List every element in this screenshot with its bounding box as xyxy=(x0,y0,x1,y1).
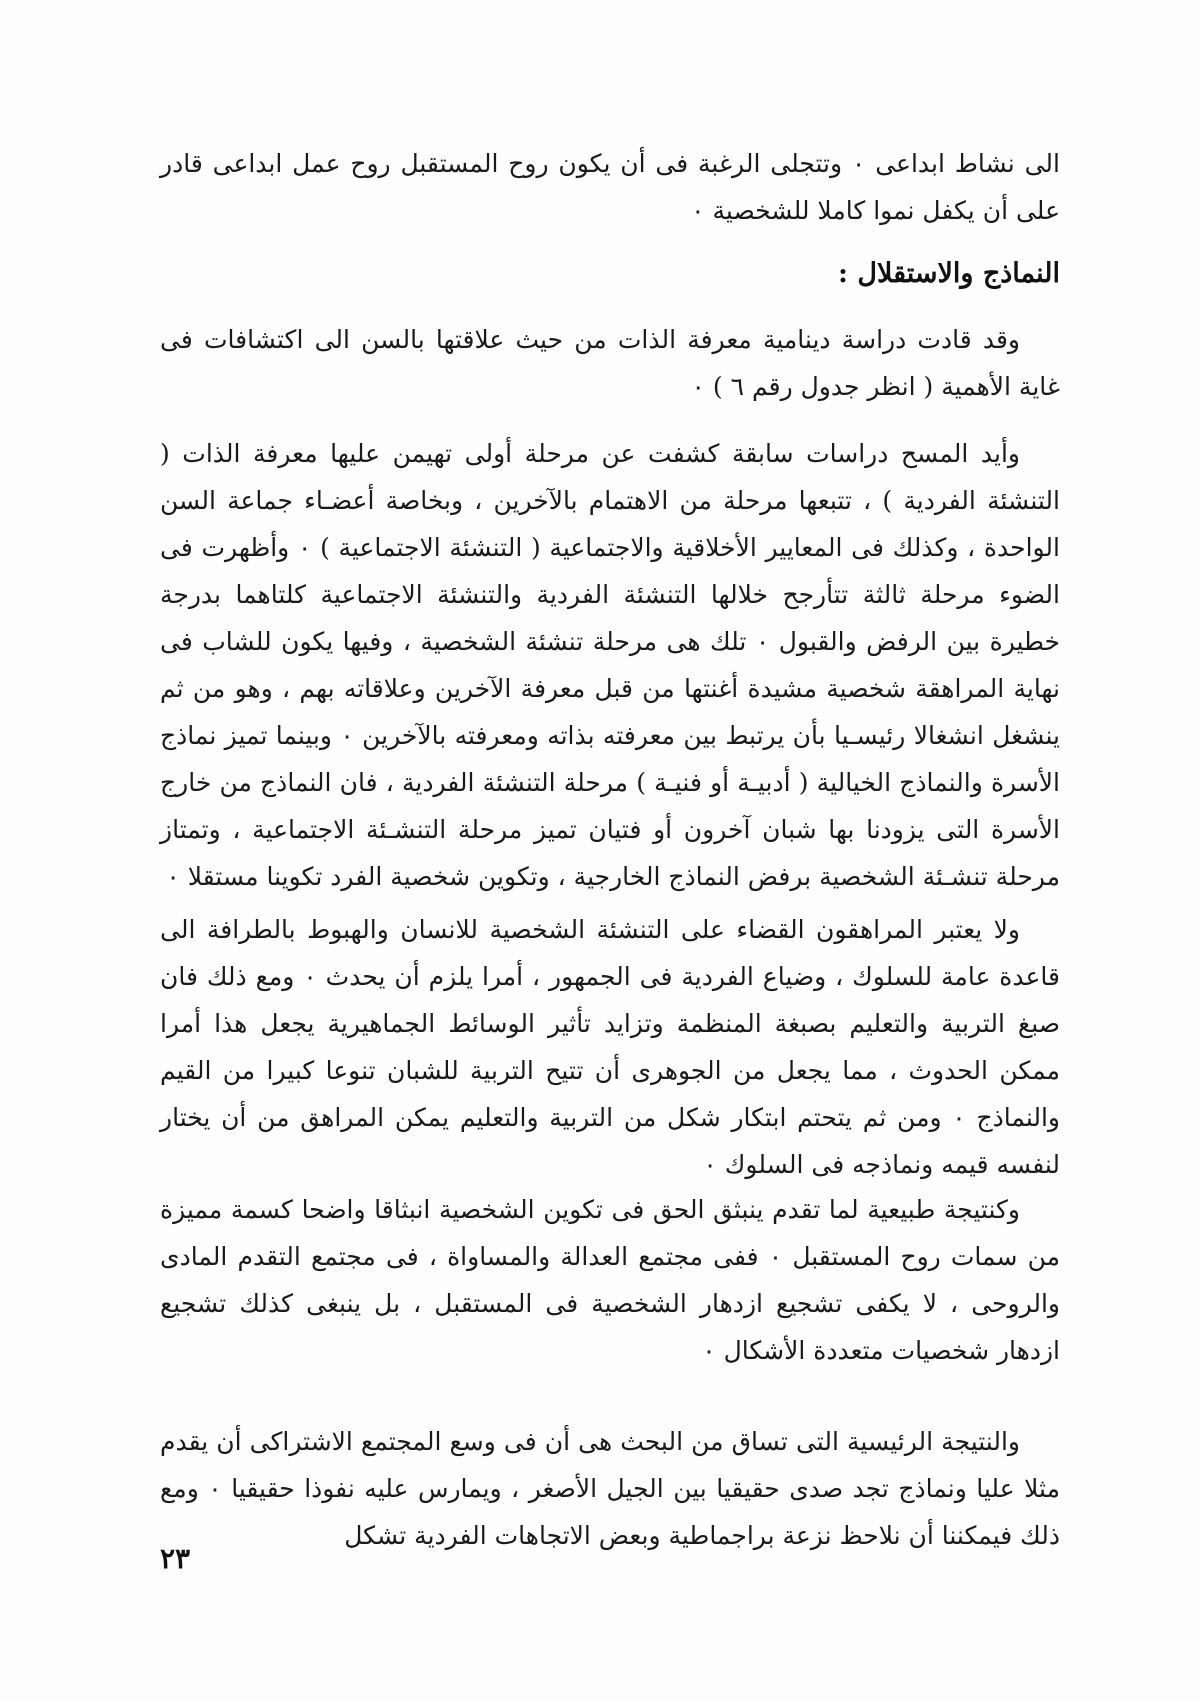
page-number: ٢٣ xyxy=(160,1542,191,1575)
paragraph-1: وقد قادت دراسة دينامية معرفة الذات من حيث علاقتها بالسن الى اكتشافات فى غاية الأهمية ( انظر جدول رقم ٦ ) ٠ xyxy=(160,325,1060,401)
paragraph-4: وكنتيجة طبيعية لما تقدم ينبثق الحق فى تكوين الشخصية انبثاقا واضحا كسمة مميزة من سمات روح المستقبل ٠ ففى مجتمع العدالة والمساواة ، فى مجتمع التقدم المادى والروحى ، لا يكفى تشجيع ازدهار الشخصية فى المستقبل ، بل ينبغى كذلك تشجيع ازدهار شخصيات متعددة الأشكال ٠ xyxy=(160,1195,1060,1365)
section-heading: النماذج والاستقلال : xyxy=(837,258,1060,289)
paragraph-5: والنتيجة الرئيسية التى تساق من البحث هى أن فى وسع المجتمع الاشتراكى أن يقدم مثلا عليا ونماذج تجد صدى حقيقيا بين الجيل الأصغر ، ويمارس عليه نفوذا حقيقيا ٠ ومع ذلك فيمكننا أن نلاحظ نزعة براجماطية وبعض الاتجاهات الفردية تشكل xyxy=(160,1427,1060,1550)
paragraph-3: ولا يعتبر المراهقون القضاء على التنشئة الشخصية للانسان والهبوط بالطرافة الى قاعدة عامة للسلوك ، وضياع الفردية فى الجمهور ، أمرا يلزم أن يحدث ٠ ومع ذلك فان صبغ التربية والتعليم بصبغة المنظمة وتزايد تأثير الوسائط الجماهيرية يجعل هذا أمرا ممكن الحدوث ، مما يجعل من الجوهرى أن تتيح التربية للشبان تنوعا كبيرا من القيم والنماذج ٠ ومن ثم يتحتم ابتكار شكل من التربية والتعليم يمكن المراهق من أن يختار لنفسه قيمه ونماذجه فى السلوك ٠ xyxy=(160,915,1061,1179)
paragraph-2: وأيد المسح دراسات سابقة كشفت عن مرحلة أولى تهيمن عليها معرفة الذات ( التنشئة الفردية ) ، تتبعها مرحلة من الاهتمام بالآخرين ، وبخاصة أعضـاء جماعة السن الواحدة ، وكذلك فى المعايير الأخلاقية والاجتماعية ( التنشئة الاجتماعية ) ٠ وأظهرت فى الضوء مرحلة ثالثة تتأرجح خلالها التنشئة الفردية والتنشئة الاجتماعية كلتاهما بدرجة خطيرة بين الرفض والقبول ٠ تلك هى مرحلة تنشئة الشخصية ، وفيها يكون للشاب فى نهاية المراهقة شخصية مشيدة أغنتها من قبل معرفة الآخرين وعلاقاته بهم ، وهو من ثم ينشغل انشغالا رئيسـيا بأن يرتبط بين معرفته بذاته ومعرفته بالآخرين ٠ وبينما تميز نماذج الأسرة والنماذج الخيالية ( أدبيـة أو فنيـة ) مرحلة التنشئة الفردية ، فان النماذج من خارج الأسرة التى يزودنا بها شبان آخرون أو فتيان تميز مرحلة التنشـئة الاجتماعية ، وتمتاز مرحلة تنشـئة الشخصية برفض النماذج الخارجية ، وتكوين شخصية الفرد تكوينا مستقلا ٠ xyxy=(160,439,1061,891)
intro-paragraph: الى نشاط ابداعى ٠ وتتجلى الرغبة فى أن يكون روح المستقبل روح عمل ابداعى قادر على أن يكفل نموا كاملا للشخصية ٠ xyxy=(160,149,1060,225)
